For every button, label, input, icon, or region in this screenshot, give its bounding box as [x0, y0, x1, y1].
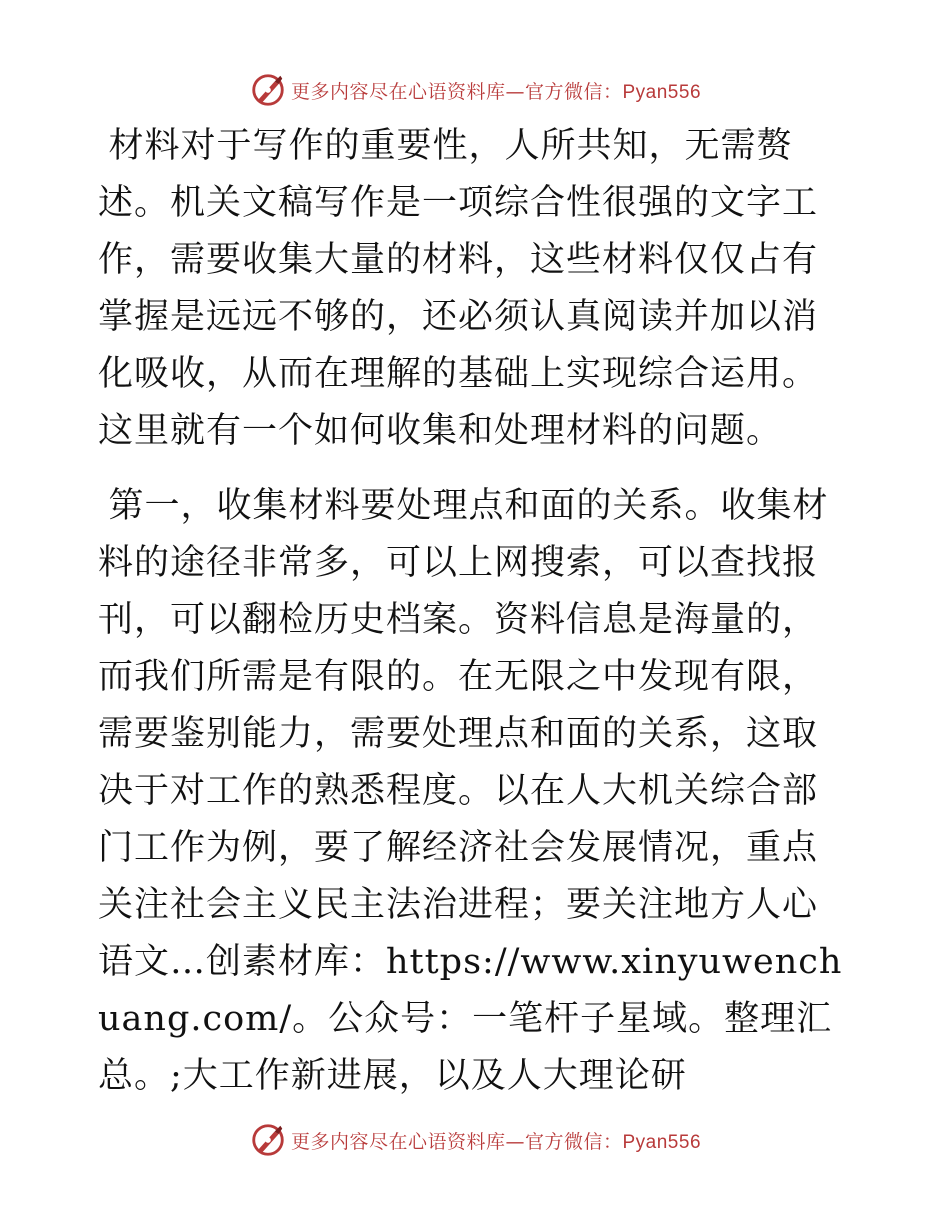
header-banner-text: [291, 77, 701, 104]
quill-pen-logo-icon: [249, 1121, 287, 1159]
footer-banner: [0, 1120, 950, 1160]
footer-banner-text: [291, 1127, 701, 1154]
paragraph-first-point: 第一，收集材料要处理点和面的关系。收集材料的途径非常多，可以上网搜索，可以查找报刊，可以翻检历史档案。资料信息是海量的，而我们所需是有限的。在无限之中发现有限，需要鉴别能力，需要处理点和面的关系，这取决于对工作的熟悉程度。以在人大机关综合部门工作为例，要了解经济社会发展情况，重点关注社会主义民主法治进程；要关注地方人心语文…创素材库：https://www.xinyuwenchuang.com/。公众号：一笔杆子星域。整理汇总。;大工作新进展，以及人大理论研: [98, 486, 843, 1096]
header-banner-label: 更多内容尽在心语资料库—官方微信：: [290, 80, 623, 103]
quill-pen-logo-icon: [249, 71, 287, 109]
document-body: [98, 118, 850, 1105]
header-wechat-id: Pyan556: [622, 81, 702, 103]
footer-banner-label: 更多内容尽在心语资料库—官方微信：: [290, 1130, 623, 1153]
footer-wechat-id: Pyan556: [622, 1131, 702, 1153]
paragraph-intro: 材料对于写作的重要性，人所共知，无需赘述。机关文稿写作是一项综合性很强的文字工作，需要收集大量的材料，这些材料仅仅占有掌握是远远不够的，还必须认真阅读并加以消化吸收，从而在理解的基础上实现综合运用。这里就有一个如何收集和处理材料的问题。: [98, 126, 819, 451]
header-banner: [0, 70, 950, 110]
